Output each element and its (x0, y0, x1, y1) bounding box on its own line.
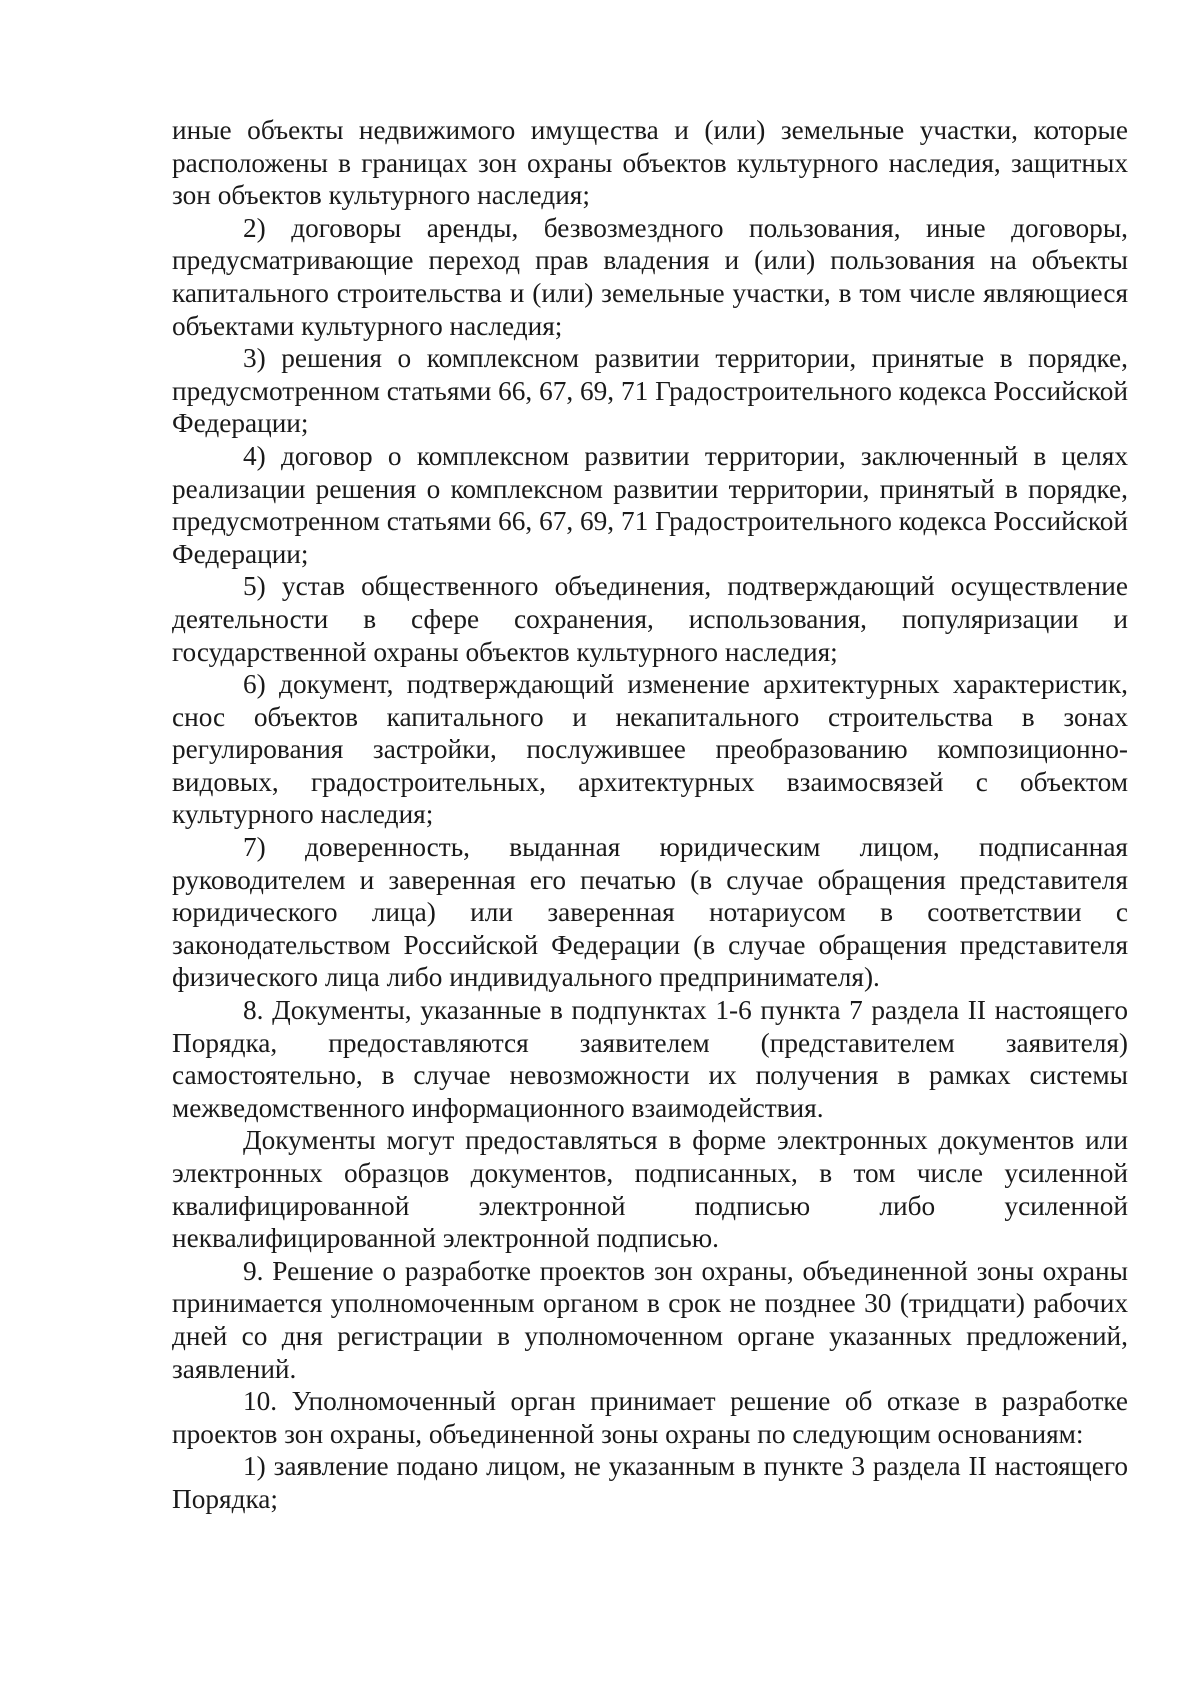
paragraph-clause-8: 8. Документы, указанные в подпунктах 1-6 пункта 7 раздела II настоящего Порядка, предоставляются заявителем (представителем заявителя) самостоятельно, в случае невозможности их получения в рамках системы межведомственного информационного взаимодействия. (172, 995, 1128, 1123)
paragraph-item-3: 3) решения о комплексном развитии территории, принятые в порядке, предусмотренном статьями 66, 67, 69, 71 Градостроительного кодекса Российской Федерации; (172, 343, 1129, 439)
paragraph-item-7: 7) доверенность, выданная юридическим лицом, подписанная руководителем и заверенная его печатью (в случае обращения представителя юридического лица) или заверенная нотариусом в соответствии с законодательством Российской Федерации (в случае обращения представителя физического лица либо индивидуального предпринимателя). (172, 832, 1128, 993)
paragraph-refusal-item-1: 1) заявление подано лицом, не указанным в пункте 3 раздела II настоящего Порядка; (172, 1451, 1128, 1514)
document-body (172, 114, 1128, 1516)
paragraph-item-6: 6) документ, подтверждающий изменение архитектурных характеристик, снос объектов капитального и некапитального строительства в зонах регулирования застройки, послужившее преобразованию композиционно-видовых, градостроительных, архитектурных взаимосвязей с объектом культурного наследия; (172, 669, 1128, 830)
paragraph-item-5: 5) устав общественного объединения, подтверждающий осуществление деятельности в сфере сохранения, использования, популяризации и государственной охраны объектов культурного наследия; (172, 571, 1128, 667)
paragraph-clause-10: 10. Уполномоченный орган принимает решение об отказе в разработке проектов зон охраны, объединенной зоны охраны по следующим основаниям: (172, 1386, 1128, 1449)
paragraph-continuation: иные объекты недвижимого имущества и (или) земельные участки, которые расположены в границах зон охраны объектов культурного наследия, защитных зон объектов культурного наследия; (172, 115, 1128, 211)
paragraph-electronic-documents: Документы могут предоставляться в форме электронных документов или электронных образцов документов, подписанных, в том числе усиленной квалифицированной электронной подписью либо усиленной неквалифицированной электронной подписью. (172, 1125, 1128, 1254)
paragraph-item-4: 4) договор о комплексном развитии территории, заключенный в целях реализации решения о комплексном развитии территории, принятый в порядке, предусмотренном статьями 66, 67, 69, 71 Градостроительного кодекса Российской Федерации; (172, 440, 1129, 569)
paragraph-item-2: 2) договоры аренды, безвозмездного пользования, иные договоры, предусматривающие переход прав владения и (или) пользования на объекты капитального строительства и (или) земельные участки, в том числе являющиеся объектами культурного наследия; (172, 212, 1128, 341)
paragraph-clause-9: 9. Решение о разработке проектов зон охраны, объединенной зоны охраны принимается уполномоченным органом в срок не позднее 30 (тридцати) рабочих дней со дня регистрации в уполномоченном органе указанных предложений, заявлений. (172, 1255, 1128, 1384)
